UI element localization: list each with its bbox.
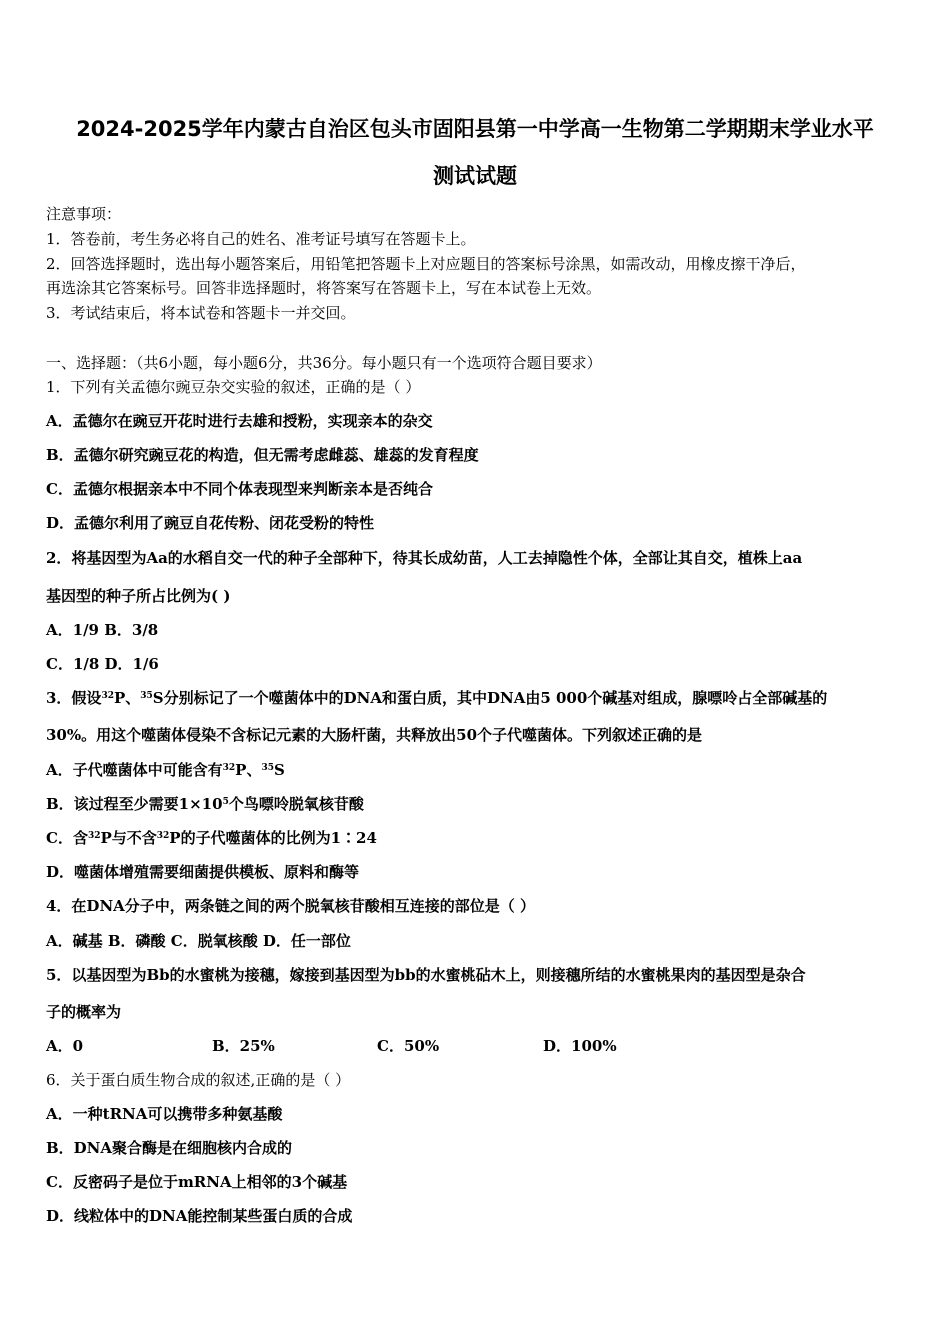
q1-option-b: B．孟德尔研究豌豆花的构造，但无需考虑雌蕊、雄蕊的发育程度 bbox=[46, 446, 479, 464]
notice-item-3: 3．考试结束后，将本试卷和答题卡一并交回。 bbox=[46, 304, 356, 322]
q1-option-d: D．孟德尔利用了豌豆自花传粉、闭花受粉的特性 bbox=[46, 514, 375, 532]
q6-option-d: D．线粒体中的DNA能控制某些蛋白质的合成 bbox=[46, 1207, 353, 1225]
section-heading: 一、选择题：（共6小题，每小题6分，共36分。每小题只有一个选项符合题目要求） bbox=[46, 354, 602, 372]
q6-option-a: A．一种tRNA可以携带多种氨基酸 bbox=[46, 1105, 283, 1123]
q6-option-b: B．DNA聚合酶是在细胞核内合成的 bbox=[46, 1139, 293, 1157]
q5-options bbox=[46, 1035, 617, 1056]
q3-option-a: A．子代噬菌体中可能含有$^{32}$P、$^{35}$S bbox=[46, 761, 285, 779]
q1-option-c: C．孟德尔根据亲本中不同个体表现型来判断亲本是否纯合 bbox=[46, 480, 433, 498]
q3-option-d: D．噬菌体增殖需要细菌提供模板、原料和酶等 bbox=[46, 863, 360, 881]
q2-stem-line-2: 基因型的种子所占比例为( ) bbox=[46, 587, 231, 605]
q5-stem-line-1: 5．以基因型为Bb的水蜜桃为接穗，嫁接到基因型为bb的水蜜桃砧木上，则接穗所结的水蜜桃果肉的基因型是杂合 bbox=[46, 966, 806, 984]
q4-stem: 4．在DNA分子中，两条链之间的两个脱氧核苷酸相互连接的部位是（ ） bbox=[46, 897, 536, 915]
q5-option-c: C．50% bbox=[377, 1037, 440, 1055]
exam-title-line-2: 测试试题 bbox=[433, 164, 517, 188]
q2-stem-line-1: 2．将基因型为Aa的水稻自交一代的种子全部种下，待其长成幼苗，人工去掉隐性个体，全部让其自交，植株上aa bbox=[46, 549, 803, 567]
q5-option-b: B．25% bbox=[212, 1037, 275, 1055]
notice-item-2-cont: 再选涂其它答案标号。回答非选择题时，将答案写在答题卡上，写在本试卷上无效。 bbox=[46, 279, 602, 297]
q1-option-a: A．孟德尔在豌豆开花时进行去雄和授粉，实现亲本的杂交 bbox=[46, 412, 433, 430]
notice-item-1: 1．答卷前，考生务必将自己的姓名、准考证号填写在答题卡上。 bbox=[46, 230, 476, 248]
q3-option-b: B．该过程至少需要$1\times 10^5$个鸟嘌呤脱氧核苷酸 bbox=[46, 795, 364, 813]
q6-option-c: C．反密码子是位于mRNA上相邻的3个碱基 bbox=[46, 1173, 348, 1191]
q3-stem-line-2: 30%。用这个噬菌体侵染不含标记元素的大肠杆菌，共释放出50个子代噬菌体。下列叙述正确的是 bbox=[46, 726, 703, 744]
q1-stem: 1．下列有关孟德尔豌豆杂交实验的叙述，正确的是（ ） bbox=[46, 378, 421, 396]
notice-item-2: 2．回答选择题时，选出每小题答案后，用铅笔把答题卡上对应题目的答案标号涂黑，如需改动，用橡皮擦干净后， bbox=[46, 255, 806, 273]
q4-options: A．碱基 B．磷酸 C．脱氧核酸 D．任一部位 bbox=[46, 932, 351, 950]
q2-options-ab: A．1/9 B．3/8 bbox=[46, 621, 159, 639]
exam-title-line-1: 2024-2025学年内蒙古自治区包头市固阳县第一中学高一生物第二学期期末学业水平 bbox=[76, 117, 874, 141]
q3-option-c: C．含$^{32}$P与不含$^{32}$P的子代噬菌体的比例为1∶24 bbox=[46, 829, 377, 847]
q3-stem-line-1: 3．假设$^{32}$P、$^{35}$S分别标记了一个噬菌体中的DNA和蛋白质，其中DNA由5 000个碱基对组成，腺嘌呤占全部碱基的 bbox=[46, 689, 828, 707]
q2-options-cd: C．1/8 D．1/6 bbox=[46, 655, 159, 673]
q5-option-d: D．100% bbox=[543, 1037, 617, 1055]
q5-option-a: A．0 bbox=[46, 1037, 84, 1055]
q6-stem: 6．关于蛋白质生物合成的叙述,正确的是（ ） bbox=[46, 1071, 351, 1089]
q5-stem-line-2: 子的概率为 bbox=[46, 1003, 122, 1021]
notice-heading: 注意事项： bbox=[46, 205, 122, 223]
